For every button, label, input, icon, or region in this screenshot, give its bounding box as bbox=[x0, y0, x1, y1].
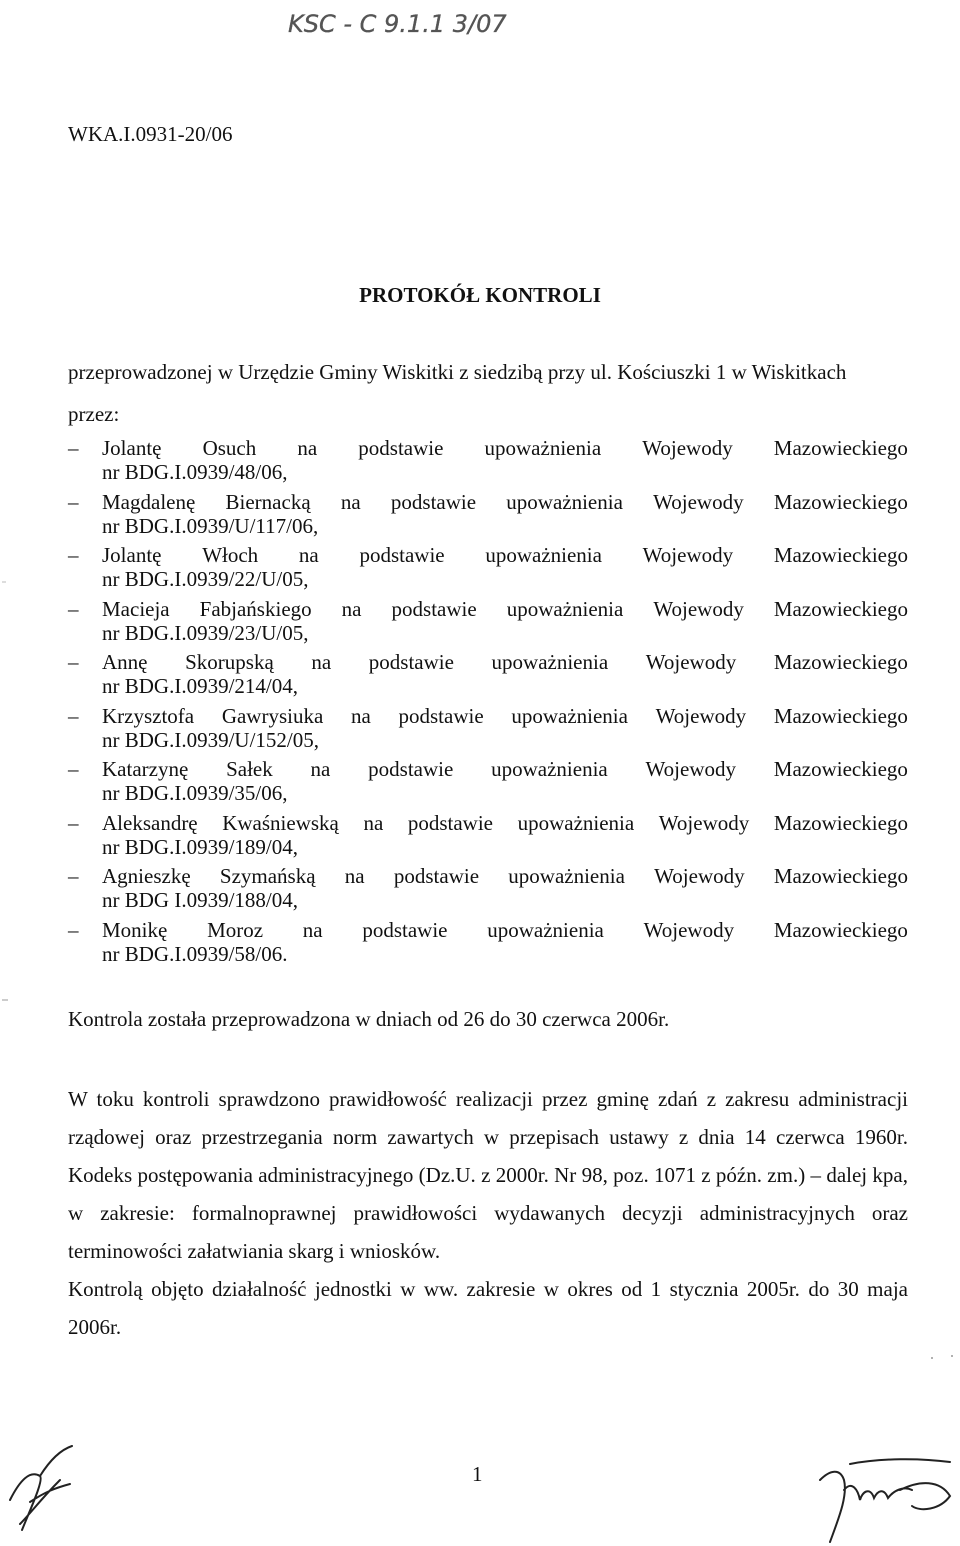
inspector-word: Annę bbox=[102, 650, 148, 674]
inspector-word: Wojewody bbox=[658, 810, 750, 835]
inspector-authorization: nr BDG.I.0939/189/04, bbox=[102, 834, 298, 859]
inspector-word: upoważnienia bbox=[487, 917, 604, 942]
inspector-word: na bbox=[344, 864, 365, 888]
scope-paragraph: W toku kontroli sprawdzono prawidłowość realizacji przez gminę zdań z zakresu administracji rządowej oraz przestrzegania norm zawartych w przepisach ustawy z dnia 14 czerwca 1960r. Kodeks postępowania administracyjnego (Dz.U. z 2000r. Nr 98, poz. 1071 z późn. zm.) – dalej kpa, w zakresie: formalnoprawnej prawidłowości wydawanych decyzji administracyjnych oraz terminowości załatwiania skarg i wniosków. bbox=[68, 1087, 908, 1263]
page-number: 1 bbox=[472, 1462, 483, 1486]
inspector-authorization: nr BDG.I.0939/48/06, bbox=[102, 460, 288, 484]
inspector-name-line bbox=[102, 597, 908, 621]
inspector-word: Aleksandrę bbox=[102, 810, 198, 835]
reference-number: WKA.I.0931-20/06 bbox=[68, 122, 233, 146]
control-dates-paragraph: Kontrola została przeprowadzona w dniach od 26 do 30 czerwca 2006r. bbox=[68, 1007, 670, 1031]
inspector-word: Jolantę bbox=[102, 543, 162, 567]
inspector-word: upoważnienia bbox=[506, 596, 624, 621]
inspector-word: Mazowieckiego bbox=[773, 864, 908, 888]
inspector-word: upoważnienia bbox=[508, 864, 625, 888]
inspector-item bbox=[68, 864, 908, 918]
inspector-word: Mazowieckiego bbox=[773, 543, 908, 567]
list-dash: – bbox=[68, 757, 79, 781]
inspector-word: na bbox=[350, 703, 371, 728]
inspector-word: upoważnienia bbox=[506, 489, 623, 514]
inspector-word: Macieja bbox=[102, 596, 170, 621]
inspector-item bbox=[68, 918, 908, 972]
inspector-word: podstawie bbox=[398, 703, 484, 728]
inspector-word: Mazowieckiego bbox=[773, 596, 908, 621]
inspector-word: Krzysztofa bbox=[102, 703, 195, 728]
inspector-word: na bbox=[297, 436, 318, 460]
inspector-name-line bbox=[102, 436, 908, 460]
inspector-word: Wojewody bbox=[653, 489, 744, 514]
handwritten-note-text: KSC - C 9.1.1 3/07 bbox=[288, 10, 507, 38]
inspector-word: Wojewody bbox=[642, 436, 733, 460]
inspector-word: podstawie bbox=[393, 864, 480, 888]
inspector-list bbox=[68, 436, 908, 971]
scan-dot bbox=[951, 1355, 953, 1357]
inspector-word: podstawie bbox=[390, 489, 477, 514]
inspector-authorization: nr BDG.I.0939/22/U/05, bbox=[102, 567, 309, 591]
inspector-word: upoważnienia bbox=[491, 650, 609, 674]
przez-label: przez: bbox=[68, 402, 120, 426]
inspector-word: Skorupską bbox=[185, 650, 274, 674]
inspector-word: Szymańską bbox=[219, 864, 316, 888]
inspector-word: Wojewody bbox=[655, 703, 747, 728]
inspector-word: Gawrysiuka bbox=[221, 703, 324, 728]
inspector-word: podstawie bbox=[358, 436, 444, 460]
inspector-item bbox=[68, 811, 908, 865]
scan-dot bbox=[931, 1357, 933, 1359]
list-dash: – bbox=[68, 917, 79, 942]
inspector-word: Wojewody bbox=[643, 917, 735, 942]
inspector-authorization: nr BDG.I.0939/U/152/05, bbox=[102, 727, 319, 752]
inspector-item bbox=[68, 597, 908, 651]
inspector-name-line bbox=[102, 650, 908, 674]
inspector-word: Kwaśniewską bbox=[222, 810, 339, 835]
document-title: PROTOKÓŁ KONTROLI bbox=[359, 283, 601, 307]
inspector-name-line bbox=[102, 704, 908, 728]
inspector-word: upoważnienia bbox=[484, 436, 602, 460]
inspector-word: Mazowieckiego bbox=[773, 650, 908, 674]
inspector-word: upoważnienia bbox=[491, 757, 608, 781]
inspector-word: Agnieszkę bbox=[102, 864, 191, 888]
list-dash: – bbox=[68, 596, 79, 621]
inspector-word: podstawie bbox=[362, 917, 448, 942]
inspector-item bbox=[68, 490, 908, 544]
inspector-word: na bbox=[363, 810, 384, 835]
intro-line: przeprowadzonej w Urzędzie Gminy Wiskitki z siedzibą przy ul. Kościuszki 1 w Wiskitkach bbox=[68, 360, 847, 384]
inspector-word: Wojewody bbox=[653, 596, 744, 621]
inspector-word: na bbox=[340, 489, 361, 514]
inspector-word: Biernacką bbox=[225, 489, 311, 514]
inspector-name-line bbox=[102, 543, 908, 567]
inspector-word: podstawie bbox=[391, 596, 477, 621]
inspector-word: Wojewody bbox=[645, 757, 736, 781]
inspector-authorization: nr BDG.I.0939/214/04, bbox=[102, 674, 298, 698]
inspector-word: na bbox=[341, 596, 362, 621]
list-dash: – bbox=[68, 436, 79, 460]
inspector-item bbox=[68, 757, 908, 811]
inspector-word: Monikę bbox=[102, 917, 168, 942]
inspector-word: Wojewody bbox=[654, 864, 745, 888]
list-dash: – bbox=[68, 489, 79, 514]
inspector-word: upoważnienia bbox=[517, 810, 635, 835]
list-dash: – bbox=[68, 543, 79, 567]
inspector-word: podstawie bbox=[407, 810, 493, 835]
inspector-word: Jolantę bbox=[102, 436, 162, 460]
inspector-word: Moroz bbox=[207, 917, 264, 942]
inspector-word: na bbox=[298, 543, 319, 567]
inspector-word: Mazowieckiego bbox=[773, 810, 908, 835]
inspector-authorization: nr BDG I.0939/188/04, bbox=[102, 888, 298, 912]
inspector-word: Wojewody bbox=[642, 543, 734, 567]
inspector-authorization: nr BDG.I.0939/35/06, bbox=[102, 781, 288, 805]
inspector-name-line bbox=[102, 490, 908, 514]
inspector-name-line bbox=[102, 918, 908, 942]
inspector-item bbox=[68, 650, 908, 704]
inspector-word: podstawie bbox=[359, 543, 445, 567]
inspector-word: podstawie bbox=[368, 650, 454, 674]
inspector-item bbox=[68, 436, 908, 490]
inspector-word: Osuch bbox=[202, 436, 257, 460]
inspector-word: Mazowieckiego bbox=[773, 703, 908, 728]
signature-right bbox=[800, 1450, 960, 1546]
inspector-word: Wojewody bbox=[645, 650, 737, 674]
inspector-authorization: nr BDG.I.0939/U/117/06, bbox=[102, 513, 319, 538]
inspector-word: na bbox=[311, 650, 332, 674]
inspector-word: podstawie bbox=[368, 757, 454, 781]
list-dash: – bbox=[68, 864, 79, 888]
inspector-word: Włoch bbox=[202, 543, 259, 567]
inspector-word: na bbox=[310, 757, 331, 781]
inspector-item bbox=[68, 704, 908, 758]
list-dash: – bbox=[68, 703, 79, 728]
inspector-name-line bbox=[102, 811, 908, 835]
inspector-item bbox=[68, 543, 908, 597]
inspector-word: Mazowieckiego bbox=[773, 489, 908, 514]
inspector-word: na bbox=[302, 917, 323, 942]
inspector-word: Sałek bbox=[226, 757, 273, 781]
inspector-word: Katarzynę bbox=[102, 757, 189, 781]
inspector-word: Magdalenę bbox=[102, 489, 196, 514]
inspector-word: Mazowieckiego bbox=[773, 436, 908, 460]
inspector-name-line bbox=[102, 864, 908, 888]
handwritten-note bbox=[288, 4, 708, 44]
inspector-word: Mazowieckiego bbox=[773, 757, 908, 781]
inspector-word: upoważnienia bbox=[511, 703, 628, 728]
period-paragraph: Kontrolą objęto działalność jednostki w ww. zakresie w okres od 1 stycznia 2005r. do 30 maja 2006r. bbox=[68, 1277, 908, 1339]
inspector-word: upoważnienia bbox=[485, 543, 602, 567]
list-dash: – bbox=[68, 810, 79, 835]
inspector-word: Mazowieckiego bbox=[773, 917, 908, 942]
inspector-authorization: nr BDG.I.0939/58/06. bbox=[102, 941, 288, 966]
inspector-authorization: nr BDG.I.0939/23/U/05, bbox=[102, 620, 309, 645]
inspector-word: Fabjańskiego bbox=[199, 596, 312, 621]
signature-left bbox=[0, 1440, 90, 1546]
list-dash: – bbox=[68, 650, 79, 674]
inspector-name-line bbox=[102, 757, 908, 781]
